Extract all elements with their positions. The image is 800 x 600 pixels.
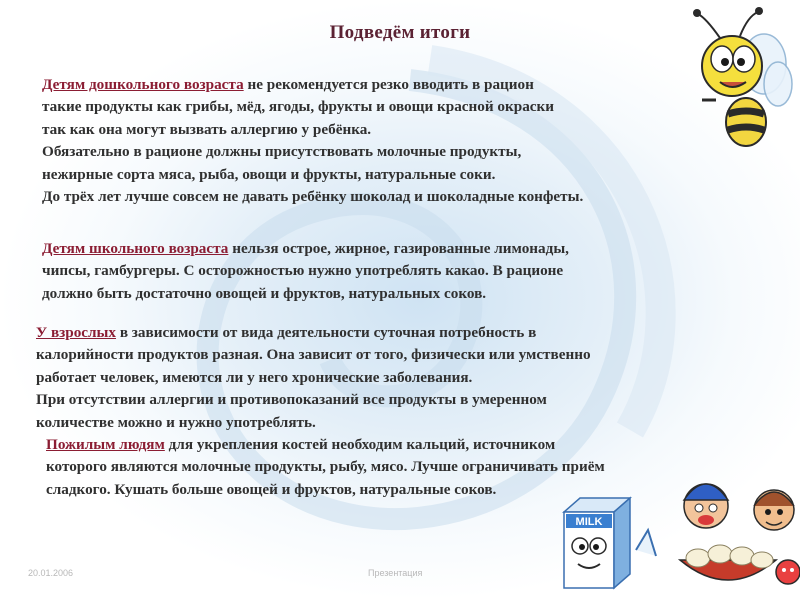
- school-line-2: чипсы, гамбургеры. С осторожностью нужно употреблять какао. В рационе: [42, 262, 564, 280]
- adults-line-4: При отсутствии аллергии и противопоказаний все продукты в умеренном: [36, 391, 547, 409]
- preschool-line-6: До трёх лет лучше совсем не давать ребёнку шоколад и шоколадные конфеты.: [42, 188, 584, 206]
- preschool-line-5: нежирные сорта мяса, рыба, овощи и фрукты, натуральные соки.: [42, 165, 496, 183]
- school-lead: Детям школьного возраста: [42, 240, 229, 257]
- milk-label: MILK: [575, 516, 603, 528]
- elderly-line-2: которого являются молочные продукты, рыбу, мясо. Лучше ограничивать приём: [46, 458, 605, 476]
- adults-lead: У взрослых: [36, 324, 117, 341]
- elderly-paragraph: [46, 434, 605, 501]
- preschool-lead: Детям дошкольного возраста: [42, 76, 244, 93]
- adults-line-3: работает человек, имеются ли у него хронические заболевания.: [36, 368, 473, 386]
- preschool-line-3: так как она могут вызвать аллергию у ребёнка.: [42, 120, 372, 138]
- adults-paragraph: [36, 322, 591, 434]
- elderly-line-3: сладкого. Кушать больше овощей и фруктов, натуральные соков.: [46, 480, 497, 498]
- adults-line-5: количестве можно и нужно употреблять.: [36, 413, 316, 431]
- school-line-3: должно быть достаточно овощей и фруктов, натуральных соков.: [42, 284, 487, 302]
- preschool-paragraph: [42, 74, 583, 208]
- bee-icon: [682, 4, 794, 154]
- elderly-lead: Пожилым людям: [46, 436, 165, 453]
- adults-line-2: калорийности продуктов разная. Она зависит от того, физически или умственно: [36, 346, 591, 364]
- preschool-line-1: не рекомендуется резко вводить в рацион: [243, 76, 534, 93]
- elderly-line-1: для укрепления костей необходим кальций, источником: [164, 436, 556, 453]
- school-line-1: нельзя острое, жирное, газированные лимонады,: [228, 240, 569, 257]
- adults-line-1: в зависимости от вида деятельности суточная потребность в: [116, 324, 537, 341]
- slide-title: Подведём итоги: [329, 22, 471, 43]
- footer-date: 20.01.2006: [28, 568, 74, 578]
- school-paragraph: [42, 238, 569, 305]
- footer-presentation: Презентация: [368, 568, 423, 578]
- preschool-line-4: Обязательно в рационе должны присутствовать молочные продукты,: [42, 143, 522, 161]
- kids-food-icon: [676, 460, 800, 600]
- preschool-line-2: такие продукты как грибы, мёд, ягоды, фрукты и овощи красной окраски: [42, 98, 555, 116]
- milk-carton-icon: [552, 490, 662, 590]
